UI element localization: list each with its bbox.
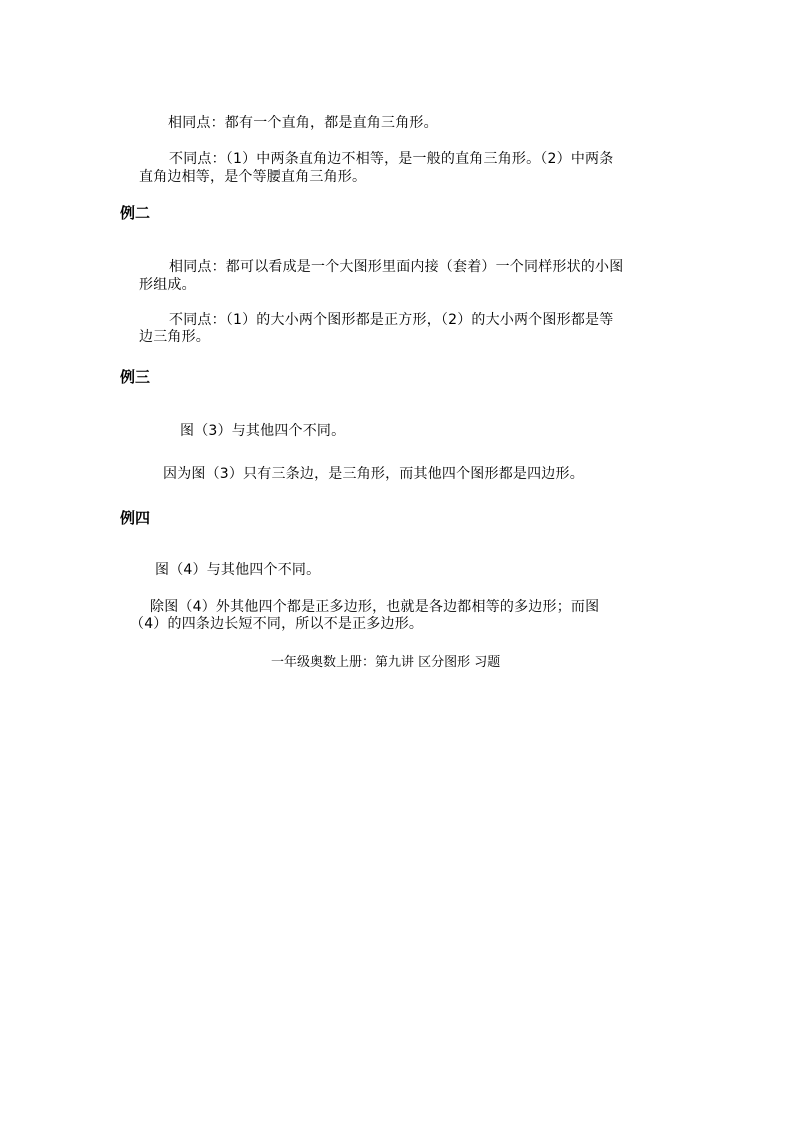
example3-heading: 例三 <box>120 368 151 386</box>
example4-heading: 例四 <box>120 509 151 527</box>
example4-answer: 图（4）与其他四个不同。 <box>155 562 321 578</box>
example1-similarity: 相同点：都有一个直角，都是直角三角形。 <box>168 115 438 131</box>
example2-similarity-line2: 形组成。 <box>139 277 196 293</box>
example1-difference-line1: 不同点：（1）中两条直角边不相等，是一般的直角三角形。（2）中两条 <box>169 151 614 167</box>
example3-reason: 因为图（3）只有三条边，是三角形，而其他四个图形都是四边形。 <box>163 466 584 482</box>
example4-reason-line2: （4）的四条边长短不同，所以不是正多边形。 <box>130 616 424 632</box>
example1-difference-line2: 直角边相等，是个等腰直角三角形。 <box>139 169 367 185</box>
example3-answer: 图（3）与其他四个不同。 <box>180 423 346 439</box>
page-footer: 一年级奥数上册：第九讲 区分图形 习题 <box>271 655 501 670</box>
clipped-text-fragment <box>120 493 450 501</box>
example4-reason-line1: 除图（4）外其他四个都是正多边形，也就是各边都相等的多边形；而图 <box>150 599 600 615</box>
example2-difference-line1: 不同点：（1）的大小两个图形都是正方形，（2）的大小两个图形都是等 <box>169 312 614 328</box>
example2-difference-line2: 边三角形。 <box>139 329 210 345</box>
example2-heading: 例二 <box>120 204 151 222</box>
example2-similarity-line1: 相同点：都可以看成是一个大图形里面内接（套着）一个同样形状的小图 <box>169 259 624 275</box>
